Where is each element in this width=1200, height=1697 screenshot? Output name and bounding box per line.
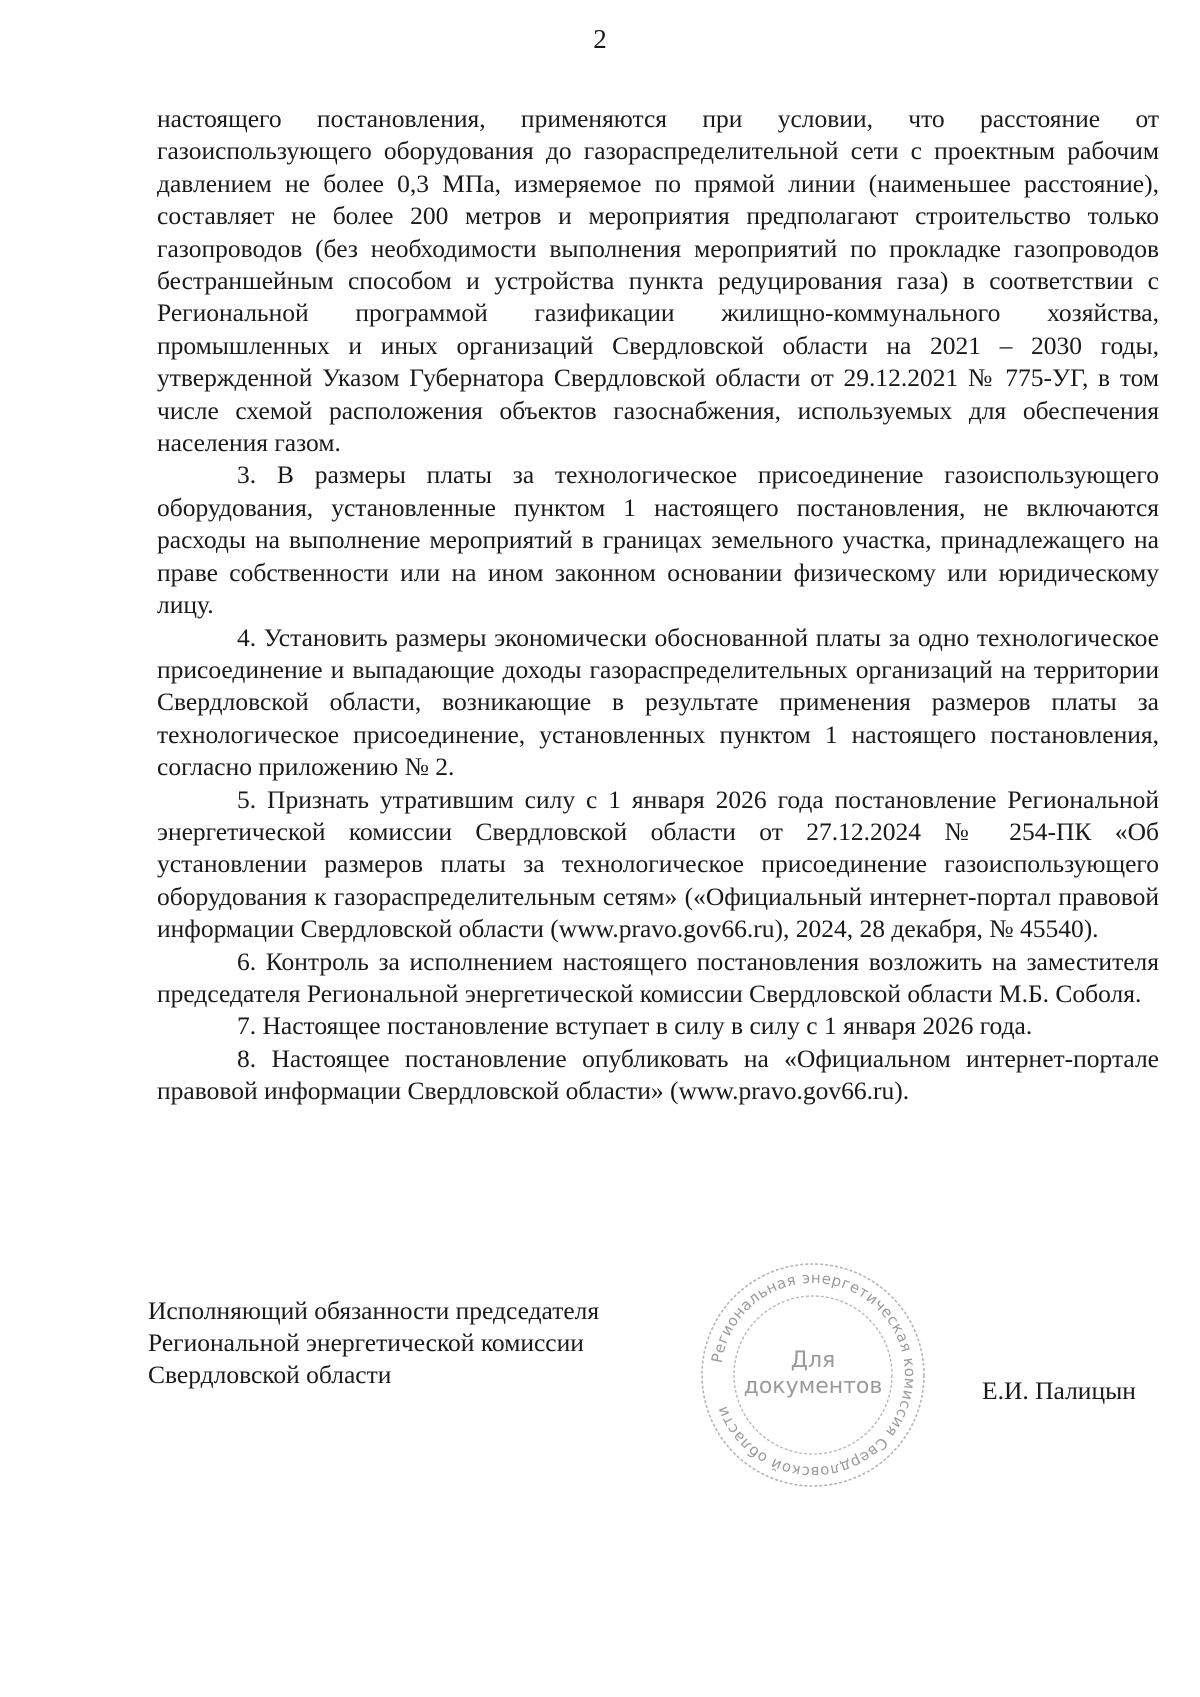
signatory-position-line: Исполняющий обязанности председателя xyxy=(148,1296,600,1325)
paragraph-item-7: 7. Настоящее постановление вступает в силу в силу с 1 января 2026 года. xyxy=(237,1011,1033,1041)
signatory-position-line: Региональной энергетической комиссии xyxy=(148,1328,584,1357)
signatory-name: Е.И. Палицын xyxy=(982,1376,1136,1405)
seal-center-line-1: Для xyxy=(790,1348,836,1373)
paragraph-continuation: настоящего постановления, применяются при условии, что расстояние от газоиспользующего оборудования до газораспределительной сети с проектным рабочим давлением не более 0,3 МПа, измеряемое по прямой линии (наименьшее расстояние), составляет не более 200 метров и мероприятия предполагают строительство только газопроводов (без необходимости выполнения мероприятий по прокладке газопроводов бестраншейным способом и устройства пункта редуцирования газа) в соответствии с Региональной программой газификации жилищно-коммунального хозяйства, промышленных и иных организаций Свердловской области на 2021 – 2030 годы, утвержденной Указом Губернатора Свердловской области от 29.12.2021 № 775-УГ, в том числе схемой расположения объектов газоснабжения, используемых для обеспечения населения газом. xyxy=(157,104,1159,458)
seal-ring-text: Региональная энергетическая комиссия Свердловской области xyxy=(707,1268,920,1482)
seal-center-line-2: документов xyxy=(743,1374,883,1399)
paragraph-item-8: 8. Настоящее постановление опубликовать на «Официальном интернет-портале правовой информации Свердловской области» (www.pravo.gov66.ru). xyxy=(157,1043,1159,1106)
paragraph-item-5: 5. Признать утратившим силу с 1 января 2026 года постановление Региональной энергетической комиссии Свердловской области от 27.12.2024 № 254-ПК «Об установлении размеров платы за технологическое присоединение газоиспользующего оборудования к газораспределительным сетям» («Официальный интернет-портал правовой информации Свердловской области (www.pravo.gov66.ru), 2024, 28 декабря, № 45540). xyxy=(157,784,1159,944)
signatory-position xyxy=(148,1295,708,1391)
signatory-position-line: Свердловской области xyxy=(148,1360,392,1389)
official-seal-stamp xyxy=(698,1260,928,1490)
document-body xyxy=(157,103,1159,1108)
paragraph-item-4: 4. Установить размеры экономически обоснованной платы за одно технологическое присоединение и выпадающие доходы газораспределительных организаций на территории Свердловской области, возникающие в результате применения размеров платы за технологическое присоединение, установленных пунктом 1 настоящего постановления, согласно приложению № 2. xyxy=(157,622,1159,782)
paragraph-item-3: 3. В размеры платы за технологическое присоединение газоиспользующего оборудования, установленные пунктом 1 настоящего постановления, не включаются расходы на выполнение мероприятий в границах земельного участка, принадлежащего на праве собственности или на ином законном основании физическому или юридическому лицу. xyxy=(157,460,1159,620)
paragraph-item-6: 6. Контроль за исполнением настоящего постановления возложить на заместителя председателя Региональной энергетической комиссии Свердловской области М.Б. Соболя. xyxy=(157,946,1159,1008)
page-number: 2 xyxy=(593,24,607,54)
